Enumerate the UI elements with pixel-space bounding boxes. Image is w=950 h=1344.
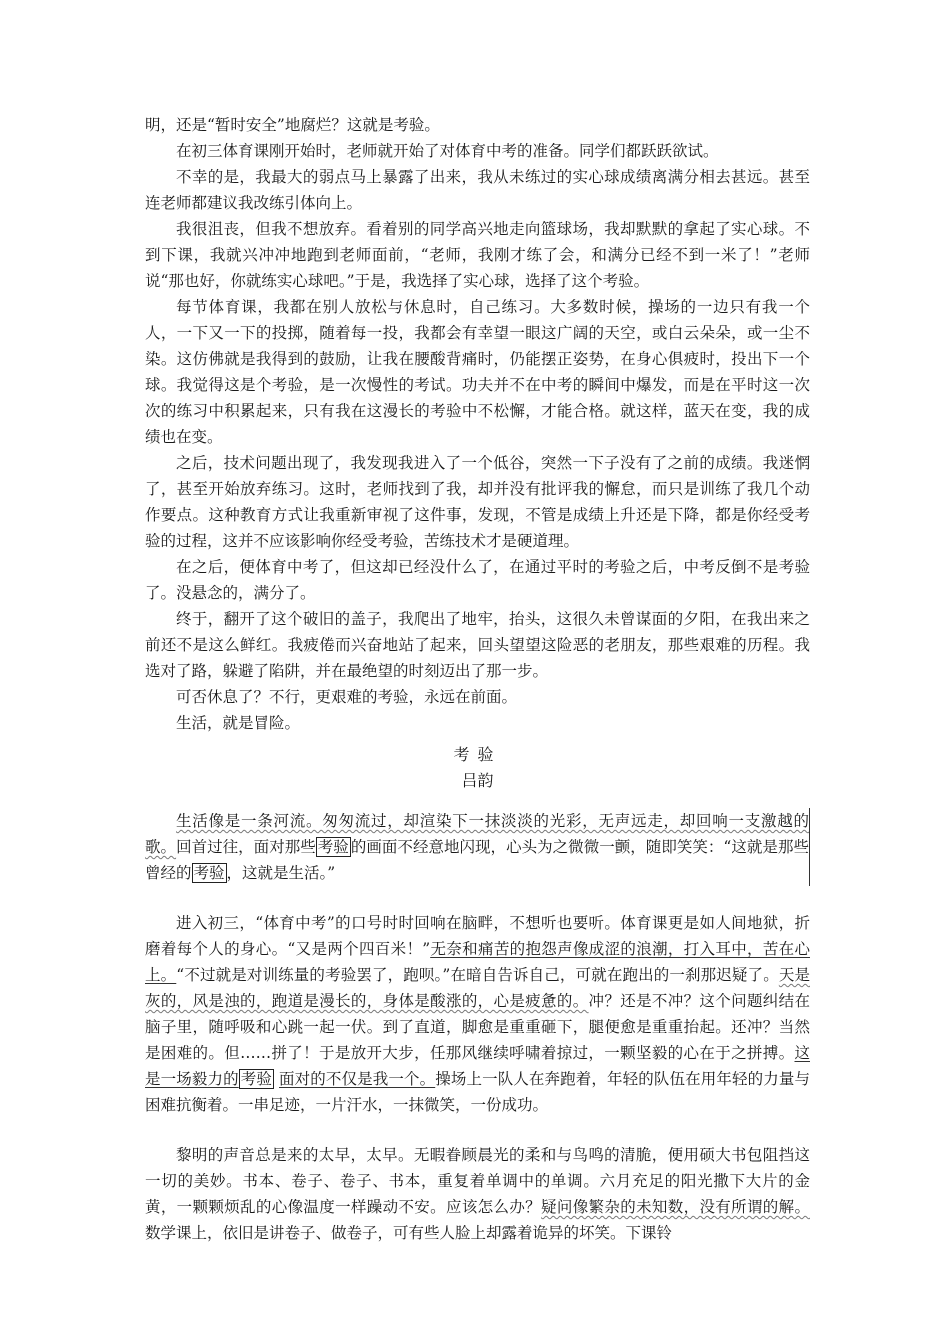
essay-title: 考验 — [453, 745, 502, 764]
underlined-sentence: 这是一场毅力的 — [145, 1044, 810, 1088]
text-run: “不过就是对训练量的考验罢了，跑呗。”在暗自告诉自己，可就在跑出的一刹那迟疑了。 — [176, 966, 779, 984]
underlined-sentence: 面对的不仅是我一个。 — [279, 1070, 436, 1088]
text-run: ，这就是生活。” — [226, 864, 336, 882]
essay-one — [145, 112, 810, 736]
text-run: 的画面不经意地闪现，心头为之微微一颤，随即笑笑：“这就是那些曾经的 — [145, 838, 809, 882]
annotated-paragraph — [145, 808, 810, 886]
annotated-paragraph — [145, 910, 810, 1118]
paragraph: 在初三体育课刚开始时，老师就开始了对体育中考的准备。同学们都跃跃欲试。 — [176, 142, 719, 160]
paragraph: 不幸的是，我最大的弱点马上暴露了出来，我从未练过的实心球成绩离满分相去甚远。甚至连老师都建议我改练引体向上。 — [145, 168, 810, 212]
annotated-paragraph — [145, 1142, 810, 1246]
paragraph: 明，还是“暂时安全”地腐烂？这就是考验。 — [145, 116, 440, 134]
boxed-keyword: 考验 — [193, 864, 225, 882]
document-page — [145, 112, 810, 1246]
text-run: 进入初三，“体育中考”的口号时时回响在脑畔，不想听也要听。体育课更是如人间地狱，折磨着每个人的身心。“又是两个四百米！” — [145, 914, 810, 958]
text-run: 操场上一队人在奔跑着，年轻的队伍在用年轻的力量与困难抗衡着。一串足迹，一片汗水，一抹微笑，一份成功。 — [145, 1070, 810, 1114]
text-run: 数学课上，依旧是讲卷子、做卷子，可有些人脸上却露着诡异的坏笑。下课铃 — [145, 1224, 673, 1242]
boxed-keyword: 考验 — [240, 1070, 272, 1088]
paragraph: 终于，翻开了这个破旧的盖子，我爬出了地牢，抬头，这很久未曾谋面的夕阳，在我出来之前还不是这么鲜红。我疲倦而兴奋地站了起来，回头望望这险恶的老朋友，那些艰难的历程。我选对了路，躲避了陷阱，并在最绝望的时刻迈出了那一步。 — [145, 610, 810, 680]
text-run: 回首过往，面对那些 — [176, 838, 316, 856]
paragraph: 生活，就是冒险。 — [176, 714, 301, 732]
underlined-sentence: 无奈和痛苦的抱怨声像成涩的浪潮，打入耳中，苦在心上。 — [145, 940, 810, 984]
paragraph: 之后，技术问题出现了，我发现我进入了一个低谷，突然一下子没有了之前的成绩。我迷惘了，甚至开始放弃练习。这时，老师找到了我，却并没有批评我的懈怠，而只是训练了我几个动作要点。这种教育方式让我重新审视了这件事，发现，不管是成绩上升还是下降，都是你经受考验的过程，这并不应该影响你经受考验，苦练技术才是硬道理。 — [145, 454, 810, 550]
paragraph: 每节体育课，我都在别人放松与休息时，自己练习。大多数时候，操场的一边只有我一个人，一下又一下的投掷，随着每一投，我都会有幸望一眼这广阔的天空，或白云朵朵，或一尘不染。这仿佛就是我得到的鼓励，让我在腰酸背痛时，仍能摆正姿势，在身心俱疲时，投出下一个球。我觉得这是个考验，是一次慢性的考试。功夫并不在中考的瞬间中爆发，而是在平时这一次次的练习中积累起来，只有我在这漫长的考验中不松懈，才能合格。就这样，蓝天在变，我的成绩也在变。 — [145, 298, 810, 446]
essay-author: 吕韵 — [461, 771, 494, 790]
text-run: 黎明的声音总是来的太早，太早。无暇眷顾晨光的柔和与鸟鸣的清脆，便用硕大书包阻挡这一切的美妙。书本、卷子、卷子、书本，重复着单调中的单调。六月充足的阳光撒下大片的金黄，一颗颗烦乱的心像温度一样躁动不安。应该怎么办？ — [145, 1146, 810, 1216]
paragraph: 在之后，便体育中考了，但这却已经没什么了，在通过平时的考验之后，中考反倒不是考验了。没悬念的，满分了。 — [145, 558, 810, 602]
paragraph: 可否休息了？不行，更艰难的考验，永远在前面。 — [176, 688, 518, 706]
wavy-underline-sentence: 天是灰的，风是浊的，跑道是漫长的，身体是酸涨的，心是疲惫的。 — [145, 966, 810, 1010]
text-run: 冲？还是不冲？这个问题纠结在脑子里，随呼吸和心跳一起一伏。到了直道，脚愈是重重砸下，腿便愈是重重抬起。还冲？当然是困难的。但……拼了！于是放开大步，任那风继续呼啸着掠过，一颗坚毅的心在于之拼搏。 — [145, 992, 810, 1062]
wavy-underline-sentence: 生活像是一条河流。匆匆流过，却渲染下一抹淡淡的光彩，无声远走，却回响一支激越的歌。 — [145, 812, 809, 856]
wavy-underline-sentence: 疑问像繁杂的未知数，没有所谓的解。 — [541, 1198, 810, 1216]
boxed-keyword: 考验 — [317, 838, 349, 856]
essay-two — [145, 798, 810, 1246]
paragraph: 我很沮丧，但我不想放弃。看着别的同学高兴地走向篮球场，我却默默的拿起了实心球。不到下课，我就兴冲冲地跑到老师面前，“老师，我刚才练了会，和满分已经不到一米了！”老师说“那也好，你就练实心球吧。”于是，我选择了实心球，选择了这个考验。 — [145, 220, 810, 290]
